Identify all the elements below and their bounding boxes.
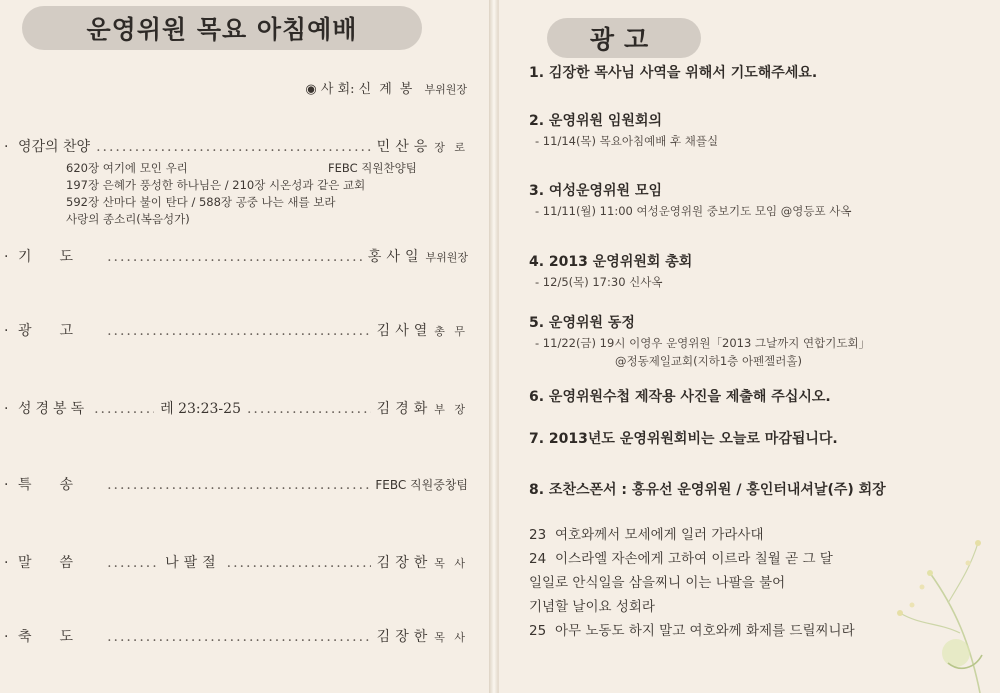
announcement-heading: 4. 2013 운영위원회 총회 [529,254,693,270]
order-label: 특송 [18,477,102,493]
verse-text: 여호와께서 모세에게 일러 가라사대 [555,527,764,543]
announcement-item [529,180,851,219]
order-person: 김경화 [376,401,433,417]
order-person: 김장한 [376,555,433,571]
verse [529,619,855,643]
order-person-title: 부위원장 [425,251,468,264]
announcement-detail: - 11/14(목) 목요아침예배 후 채플실 [535,134,719,148]
order-label: 성경봉독 [18,401,89,417]
presider-bullet: ◉ [305,82,317,97]
order-person: 민산응 [376,139,433,155]
order-person-title: 총 무 [434,325,468,338]
announcement-item [529,386,831,406]
hymn-team: FEBC 직원찬양팀 [328,161,417,175]
order-item-prayer: · 기도 ..... 홍사일 부위원장 [0,246,468,270]
order-label: 말씀 [18,555,102,571]
order-item-announcement: · 광고 ..... 김사열 총 무 [0,320,468,344]
verse-number: 25 [529,623,547,639]
sermon-title: 나팔절 [165,555,221,571]
page-title: 운영위원 목요 아침예배 [22,6,422,50]
verse-text: 아무 노동도 하지 말고 여호와께 화제를 드릴찌니라 [555,623,855,639]
announcement-item [529,251,692,290]
order-label: 영감의 찬양 [18,139,91,155]
hymn-line: 197장 은혜가 풍성한 하나님은 / 210장 시온성과 같은 교회 [66,178,366,192]
announcement-item [529,312,870,369]
order-label: 광고 [18,323,102,339]
verse-number: 24 [529,551,547,567]
announcement-detail: @정동제일교회(지하1층 아펜젤러홀) [615,354,802,368]
announcement-heading: 3. 여성운영위원 모임 [529,183,662,199]
announcement-item [529,110,718,149]
presider-role: 부위원장 [424,83,467,96]
left-page [0,0,490,693]
announcement-heading: 1. 김장한 목사님 사역을 위해서 기도해주세요. [529,65,818,81]
order-person-title: 목 사 [434,557,468,570]
order-person: 홍사일 [367,249,424,265]
verse-text: 이스라엘 자손에게 고하여 이르라 칠월 곧 그 달 [555,551,833,567]
presider-name: 신계봉 [358,82,421,97]
presider-line [305,78,467,97]
announcement-heading: 7. 2013년도 운영위원회비는 오늘로 마감됩니다. [529,431,838,447]
verse [529,547,855,571]
order-person: 김장한 [376,629,433,645]
announcement-detail: - 11/11(월) 11:00 여성운영위원 중보기도 모임 @영등포 사옥 [535,204,852,218]
order-label: 축도 [18,629,102,645]
page-gutter [490,0,498,693]
announcement-heading: 8. 조찬스폰서 : 홍유선 운영위원 / 홍인터내셔날(주) 회장 [529,482,886,498]
scripture-reference: 레 23:23-25 [160,401,241,417]
announcements-title: 광고 [547,18,701,58]
order-item-sermon: · 말씀 ..... 나팔절 ..... 김장한 목 사 [0,552,468,576]
announcement-heading: 5. 운영위원 동정 [529,315,635,331]
scripture-verses [529,523,855,643]
order-person: 김사열 [376,323,433,339]
verse-continuation: 일일로 안식일을 삼을찌니 이는 나팔을 불어 [529,575,786,591]
order-label: 기도 [18,249,102,265]
announcement-heading: 2. 운영위원 임원회의 [529,113,662,129]
order-item-scripture: · 성경봉독 ..... 레 23:23-25 ..... 김경화 부 장 [0,398,468,422]
right-page [498,0,1000,693]
hymn-list [66,160,365,228]
announcement-heading: 6. 운영위원수첩 제작용 사진을 제출해 주십시오. [529,389,831,405]
announcement-item [529,428,838,448]
announcement-item [529,479,886,499]
verse-number: 23 [529,527,547,543]
order-person-title: 장 로 [434,141,468,154]
order-item-special-song: · 특송 ..... FEBC 직원중창팀 [0,474,468,498]
order-item-praise: · 영감의 찬양 ..... 민산응 장 로 [0,136,468,160]
verse-continuation: 기념할 날이요 성회라 [529,599,655,615]
verse [529,523,855,547]
announcement-detail: - 12/5(목) 17:30 신사옥 [535,275,663,289]
announcement-item [529,62,817,82]
order-person-title: 목 사 [434,631,468,644]
order-person: FEBC 직원중창팀 [375,478,468,492]
flower-decoration-icon [860,513,1000,693]
hymn-line: 620장 여기에 모인 우리 [66,161,188,175]
presider-label: 사 회: [320,82,355,97]
order-person-title: 부 장 [434,403,468,416]
order-item-benediction: · 축도 ..... 김장한 목 사 [0,626,468,650]
announcement-detail: - 11/22(금) 19시 이영우 운영위원「2013 그날까지 연합기도회」 [535,336,871,350]
hymn-line: 592장 산마다 불이 탄다 / 588장 공중 나는 새를 보라 [66,195,336,209]
hymn-line: 사랑의 종소리(복음성가) [66,212,190,226]
